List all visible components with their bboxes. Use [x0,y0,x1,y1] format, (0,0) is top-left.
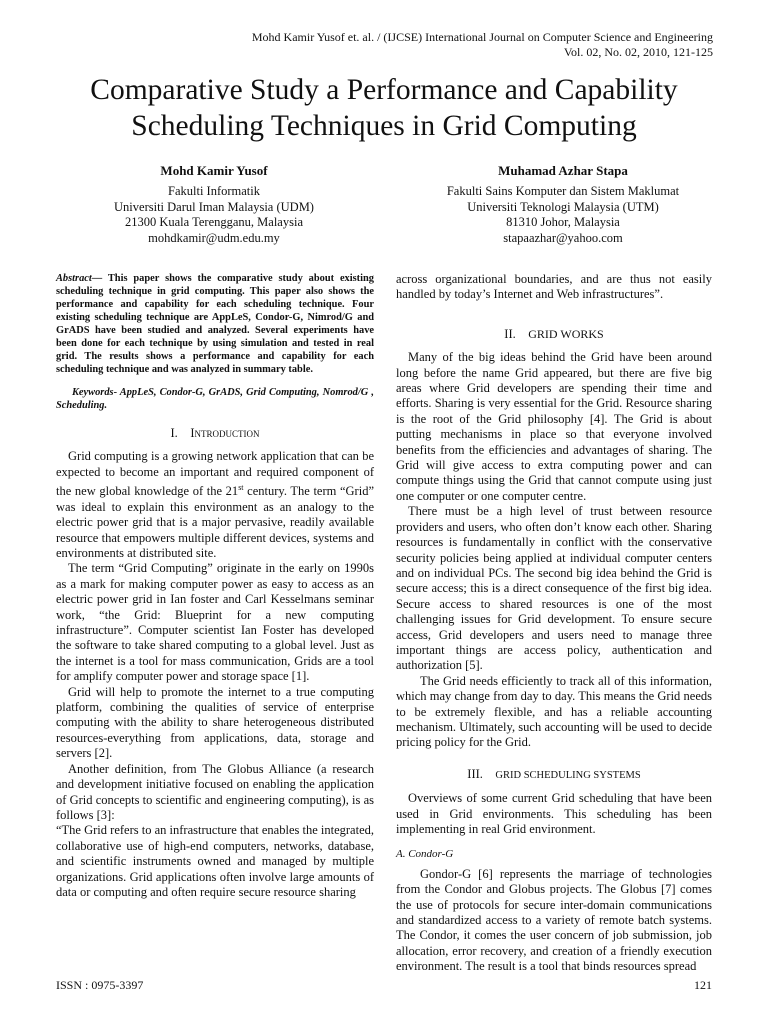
subsection-heading: A. Condor-G [396,848,454,861]
author-address: 21300 Kuala Terengganu, Malaysia [124,215,303,230]
paragraph: Another definition, from The Globus Alliance (a research and development initiative focused on enabling the application of Grid concepts to scientific and engineering computing), is as follows [3]: [56,761,374,822]
page-number: 121 [694,978,712,992]
author-block-1 [92,163,336,247]
paragraph: Grid will help to promote the internet to a true computing platform, combining the qualities of service of enterprise computing with the ability to share heterogeneous distributed resources-everything from applications, data, storage and servers [2]. [56,684,374,761]
section-heading-3 [396,767,712,783]
paragraph: Many of the big ideas behind the Grid have been around long before the name Grid appeared, but there are five big areas where Grid developers are spending their time and efforts. Sharing is very essential for the Grid. Resource sharing is the root of the Grid philosophy [4]. The Grid is about putting mechanisms in place so that everyone involved benefits from the efficiencies and advantages of sharing. The Grid will give access to extra computing power and can compute things using the Grid that cannot compute using just one computer or one computer centre. [396,350,712,503]
paragraph: There must be a high level of trust between resource providers and users, who often don’t know each other. Sharing resources is fundamentally in conflict with the conservative security policies being applied at individual computer centers and on individual PCs. The second big idea behind the Grid is secure access; this is a direct consequence of the first big idea. Secure access to shared resources is one of the most challenging issues for Grid development. To ensure secure access, Grid developers and users need to manage three important things are access policy, authentication and authorization [5]. [396,504,712,673]
paragraph [56,449,374,561]
section-number: I. [170,426,178,440]
author-affiliation: Universiti Teknologi Malaysia (UTM) [467,199,659,214]
paragraph: The Grid needs efficiently to track all of this information, which may change from day to day. This means the Grid needs to be extremely flexible, and has a reliable accounting mechanism. Ultimately, such accounting will be used to decide pricing policy for the Grid. [396,673,712,750]
superscript: st [238,483,244,493]
paragraph: Overviews of some current Grid scheduling that have been used in Grid environments. This scheduling has been implementing in real Grid environment. [396,791,712,836]
paragraph-quote: “The Grid refers to an infrastructure that enables the integrated, collaborative use of high-end computers, networks, database, and scientific instruments owned and managed by multiple organizations. Grid applications often involve large amounts of data or computing and often require secure resource sharing [56,823,374,899]
paper-title-line1: Comparative Study a Performance and Capability [90,74,678,106]
author-name: Mohd Kamir Yusof [160,163,268,178]
section-number: III. [467,766,483,781]
section-heading-2 [396,327,712,342]
section-title: GRID SCHEDULING SYSTEMS [495,769,641,781]
paragraph: The term “Grid Computing” originate in the early on 1990s as a mark for making computer power as easy to access as an electric power grid in Ian foster and Carl Kesselmans seminar work, “the Grid: Blueprint for a new computing infrastructure”. Computer scientist Ian Foster has developed the software to take shared computing to a global level. Just as the internet is a tool for mass communication, Grids are a tool for amplify computer power and storage space [1]. [56,561,374,684]
paragraph-text: Grid computing is a growing network application that can be expected to become an important and required component of the new global knowledge of the 21 [56,449,374,499]
paper-title-line2: Scheduling Techniques in Grid Computing [131,110,637,142]
running-header-line2: Vol. 02, No. 02, 2010, 121-125 [563,45,713,59]
keywords: Keywords- AppLeS, Condor-G, GrADS, Grid Computing, Nomrod/G , Scheduling. [56,387,374,411]
paragraph: across organizational boundaries, and are thus not easily handled by today’s Internet and Web infrastructures”. [396,272,712,302]
section-title: GRID WORKS [528,326,604,341]
author-affiliation: Fakulti Informatik [168,183,260,198]
section-title: Introduction [190,426,260,440]
running-header-line1: Mohd Kamir Yusof et. al. / (IJCSE) International Journal on Computer Science and Engineering [251,30,713,44]
author-email: mohdkamir@udm.edu.my [148,231,280,246]
right-column [396,272,712,975]
author-affiliation: Fakulti Sains Komputer dan Sistem Maklumat [446,183,680,198]
footer-issn: ISSN : 0975-3397 [56,978,144,992]
paragraph: Gondor-G [6] represents the marriage of technologies from the Condor and Globus projects. The Globus [7] comes the use of protocols for secure inter-domain communications and standardized access to a variety of remote batch systems. The Condor, it comes the user concern of job submission, job allocation, error recovery, and creation of a friendly execution environment. The result is a tool that binds resources spread [396,866,712,974]
author-affiliation: Universiti Darul Iman Malaysia (UDM) [114,199,314,214]
paragraph-text: century. The term “Grid” was ideal to explain this environment as an analogy to the electric power grid that is a major pervasive, readily available resource that empowers multiple different devices, systems and environments at distributed site. [56,484,374,560]
author-block-2 [410,163,716,247]
author-email: stapaazhar@yahoo.com [503,231,623,246]
section-heading-1 [56,426,374,441]
author-name: Muhamad Azhar Stapa [498,163,628,178]
abstract [56,272,374,376]
abstract-label: Abstract [56,273,92,284]
author-address: 81310 Johor, Malaysia [506,215,620,230]
abstract-text: — This paper shows the comparative study about existing scheduling technique in grid computing. This paper also shows the performance and capability for each scheduling technique. Four existing scheduling technique are AppLeS, Condor-G, Nimrod/G and GrADS have been studied and analyzed. Several experiments have been done for each technique by using simulation and tested in real grid. The results shows a performance and capability for each scheduling technique and was analyzed in summary table. [56,273,374,375]
left-column [56,272,374,900]
section-number: II. [504,326,516,341]
